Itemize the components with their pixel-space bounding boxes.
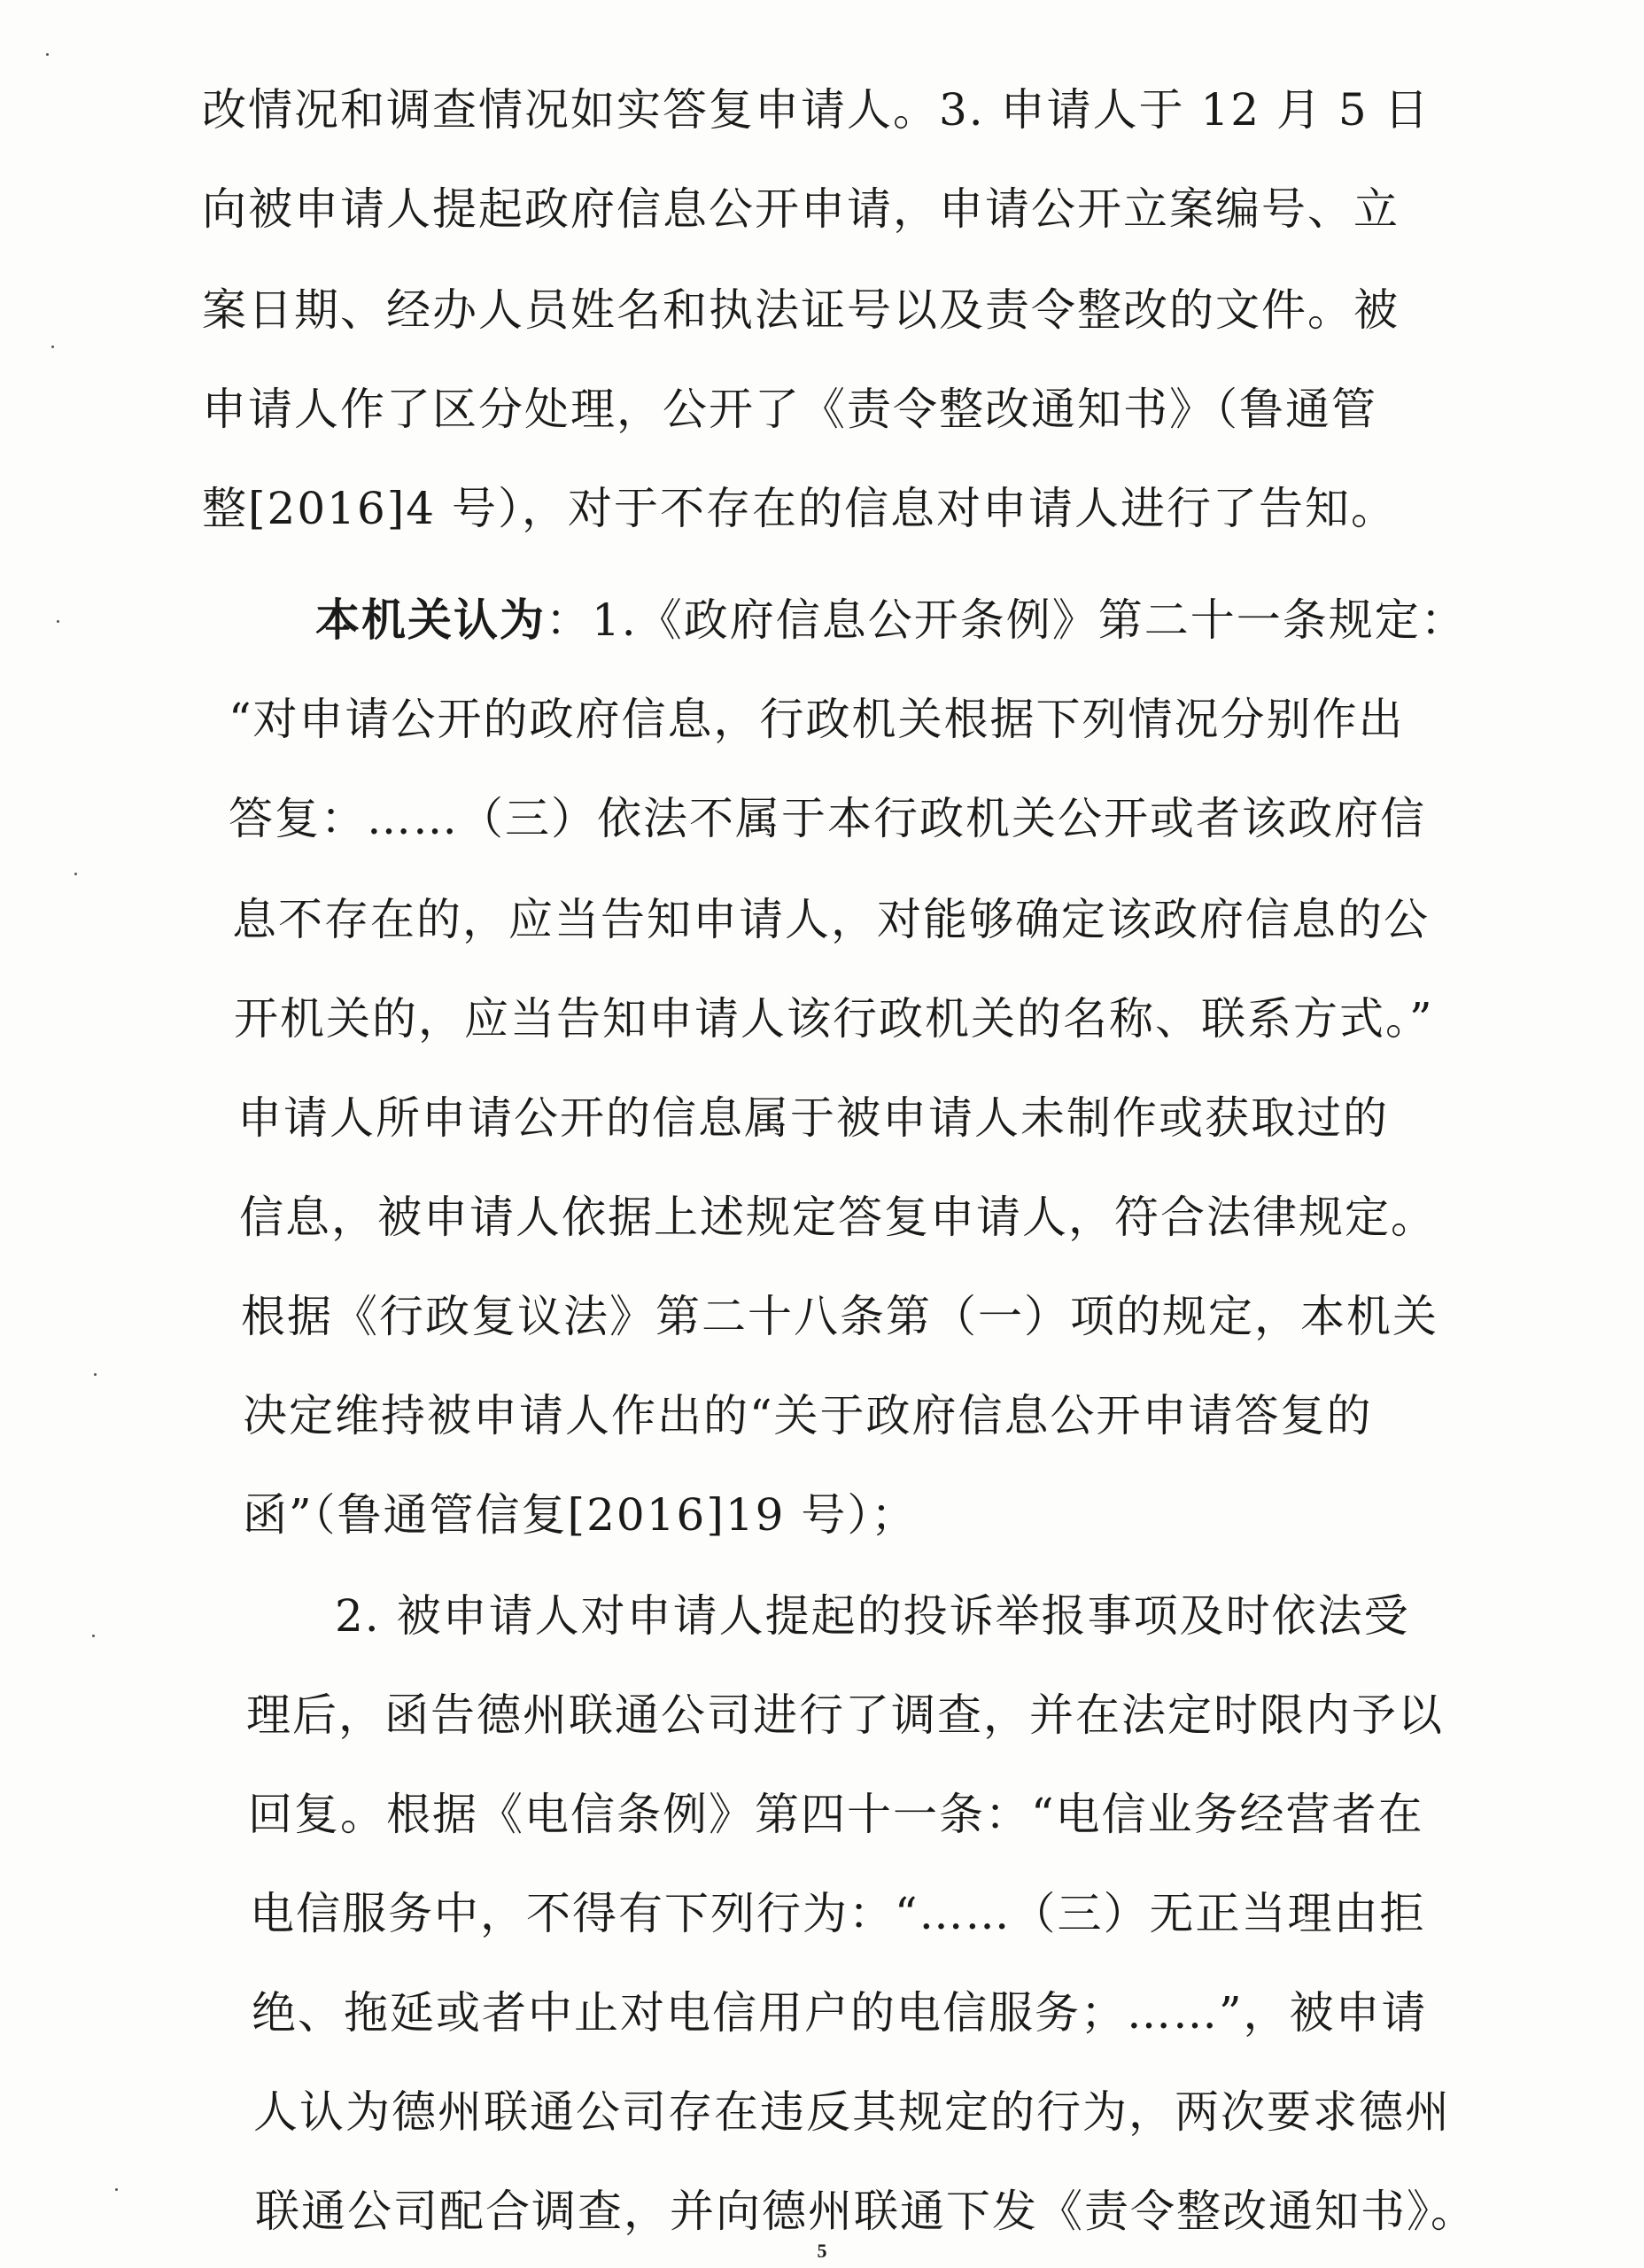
scan-speck [115, 2188, 118, 2191]
scan-speck [94, 1373, 97, 1376]
text-line: 联通公司配合调查，并向德州联通下发《责令整改通知书》。 [255, 2186, 1477, 2237]
text-line: 根据《行政复议法》第二十八条第（一）项的规定，本机关 [241, 1291, 1438, 1342]
text-line: 开机关的，应当告知申请人该行政机关的名称、联系方式。” [234, 993, 1434, 1045]
text-line: 函”（鲁通管信复[2016]19 号）； [243, 1489, 918, 1541]
text-line: 申请人作了区分处理，公开了《责令整改通知书》（鲁通管 [202, 384, 1377, 435]
text-line: 绝、拖延或者中止对电信用户的电信服务；……”，被申请 [252, 1987, 1428, 2039]
conclusion-heading: 本机关认为 [315, 594, 546, 646]
conclusion-paragraph-start [315, 595, 1467, 645]
text-line: 理后，函告德州联通公司进行了调查，并在法定时限内予以 [246, 1689, 1444, 1741]
scan-speck [74, 873, 77, 875]
text-line: 案日期、经办人员姓名和执法证号以及责令整改的文件。被 [202, 284, 1400, 336]
scan-speck [46, 53, 49, 56]
text-line: 向被申请人提起政府信息公开申请，申请公开立案编号、立 [202, 183, 1400, 235]
text-line: 改情况和调查情况如实答复申请人。3. 申请人于 12 月 5 日 [202, 84, 1431, 136]
text-line: ：1.《政府信息公开条例》第二十一条规定： [546, 594, 1467, 646]
text-line: 信息，被申请人依据上述规定答复申请人，符合法律规定。 [239, 1192, 1437, 1243]
text-line: “对申请公开的政府信息，行政机关根据下列情况分别作出 [229, 694, 1405, 745]
text-line: 回复。根据《电信条例》第四十一条：“电信业务经营者在 [248, 1789, 1424, 1840]
text-line: 答复：……（三）依法不属于本行政机关公开或者该政府信 [229, 793, 1426, 844]
scan-speck [92, 1635, 95, 1637]
text-line: 人认为德州联通公司存在违反其规定的行为，两次要求德州 [253, 2086, 1451, 2138]
text-line: 申请人所申请公开的信息属于被申请人未制作或获取过的 [237, 1092, 1389, 1144]
text-line: 整[2016]4 号），对于不存在的信息对申请人进行了告知。 [202, 483, 1397, 534]
text-line: 2. 被申请人对申请人提起的投诉举报事项及时依法受 [335, 1590, 1410, 1642]
scan-speck [51, 346, 54, 348]
page-number: 5 [817, 2240, 827, 2262]
text-line: 息不存在的，应当告知申请人，对能够确定该政府信息的公 [232, 894, 1430, 945]
text-line: 决定维持被申请人作出的“关于政府信息公开申请答复的 [243, 1390, 1373, 1441]
text-line: 电信服务中，不得有下列行为：“……（三）无正当理由拒 [250, 1888, 1426, 1939]
scan-speck [57, 620, 59, 623]
